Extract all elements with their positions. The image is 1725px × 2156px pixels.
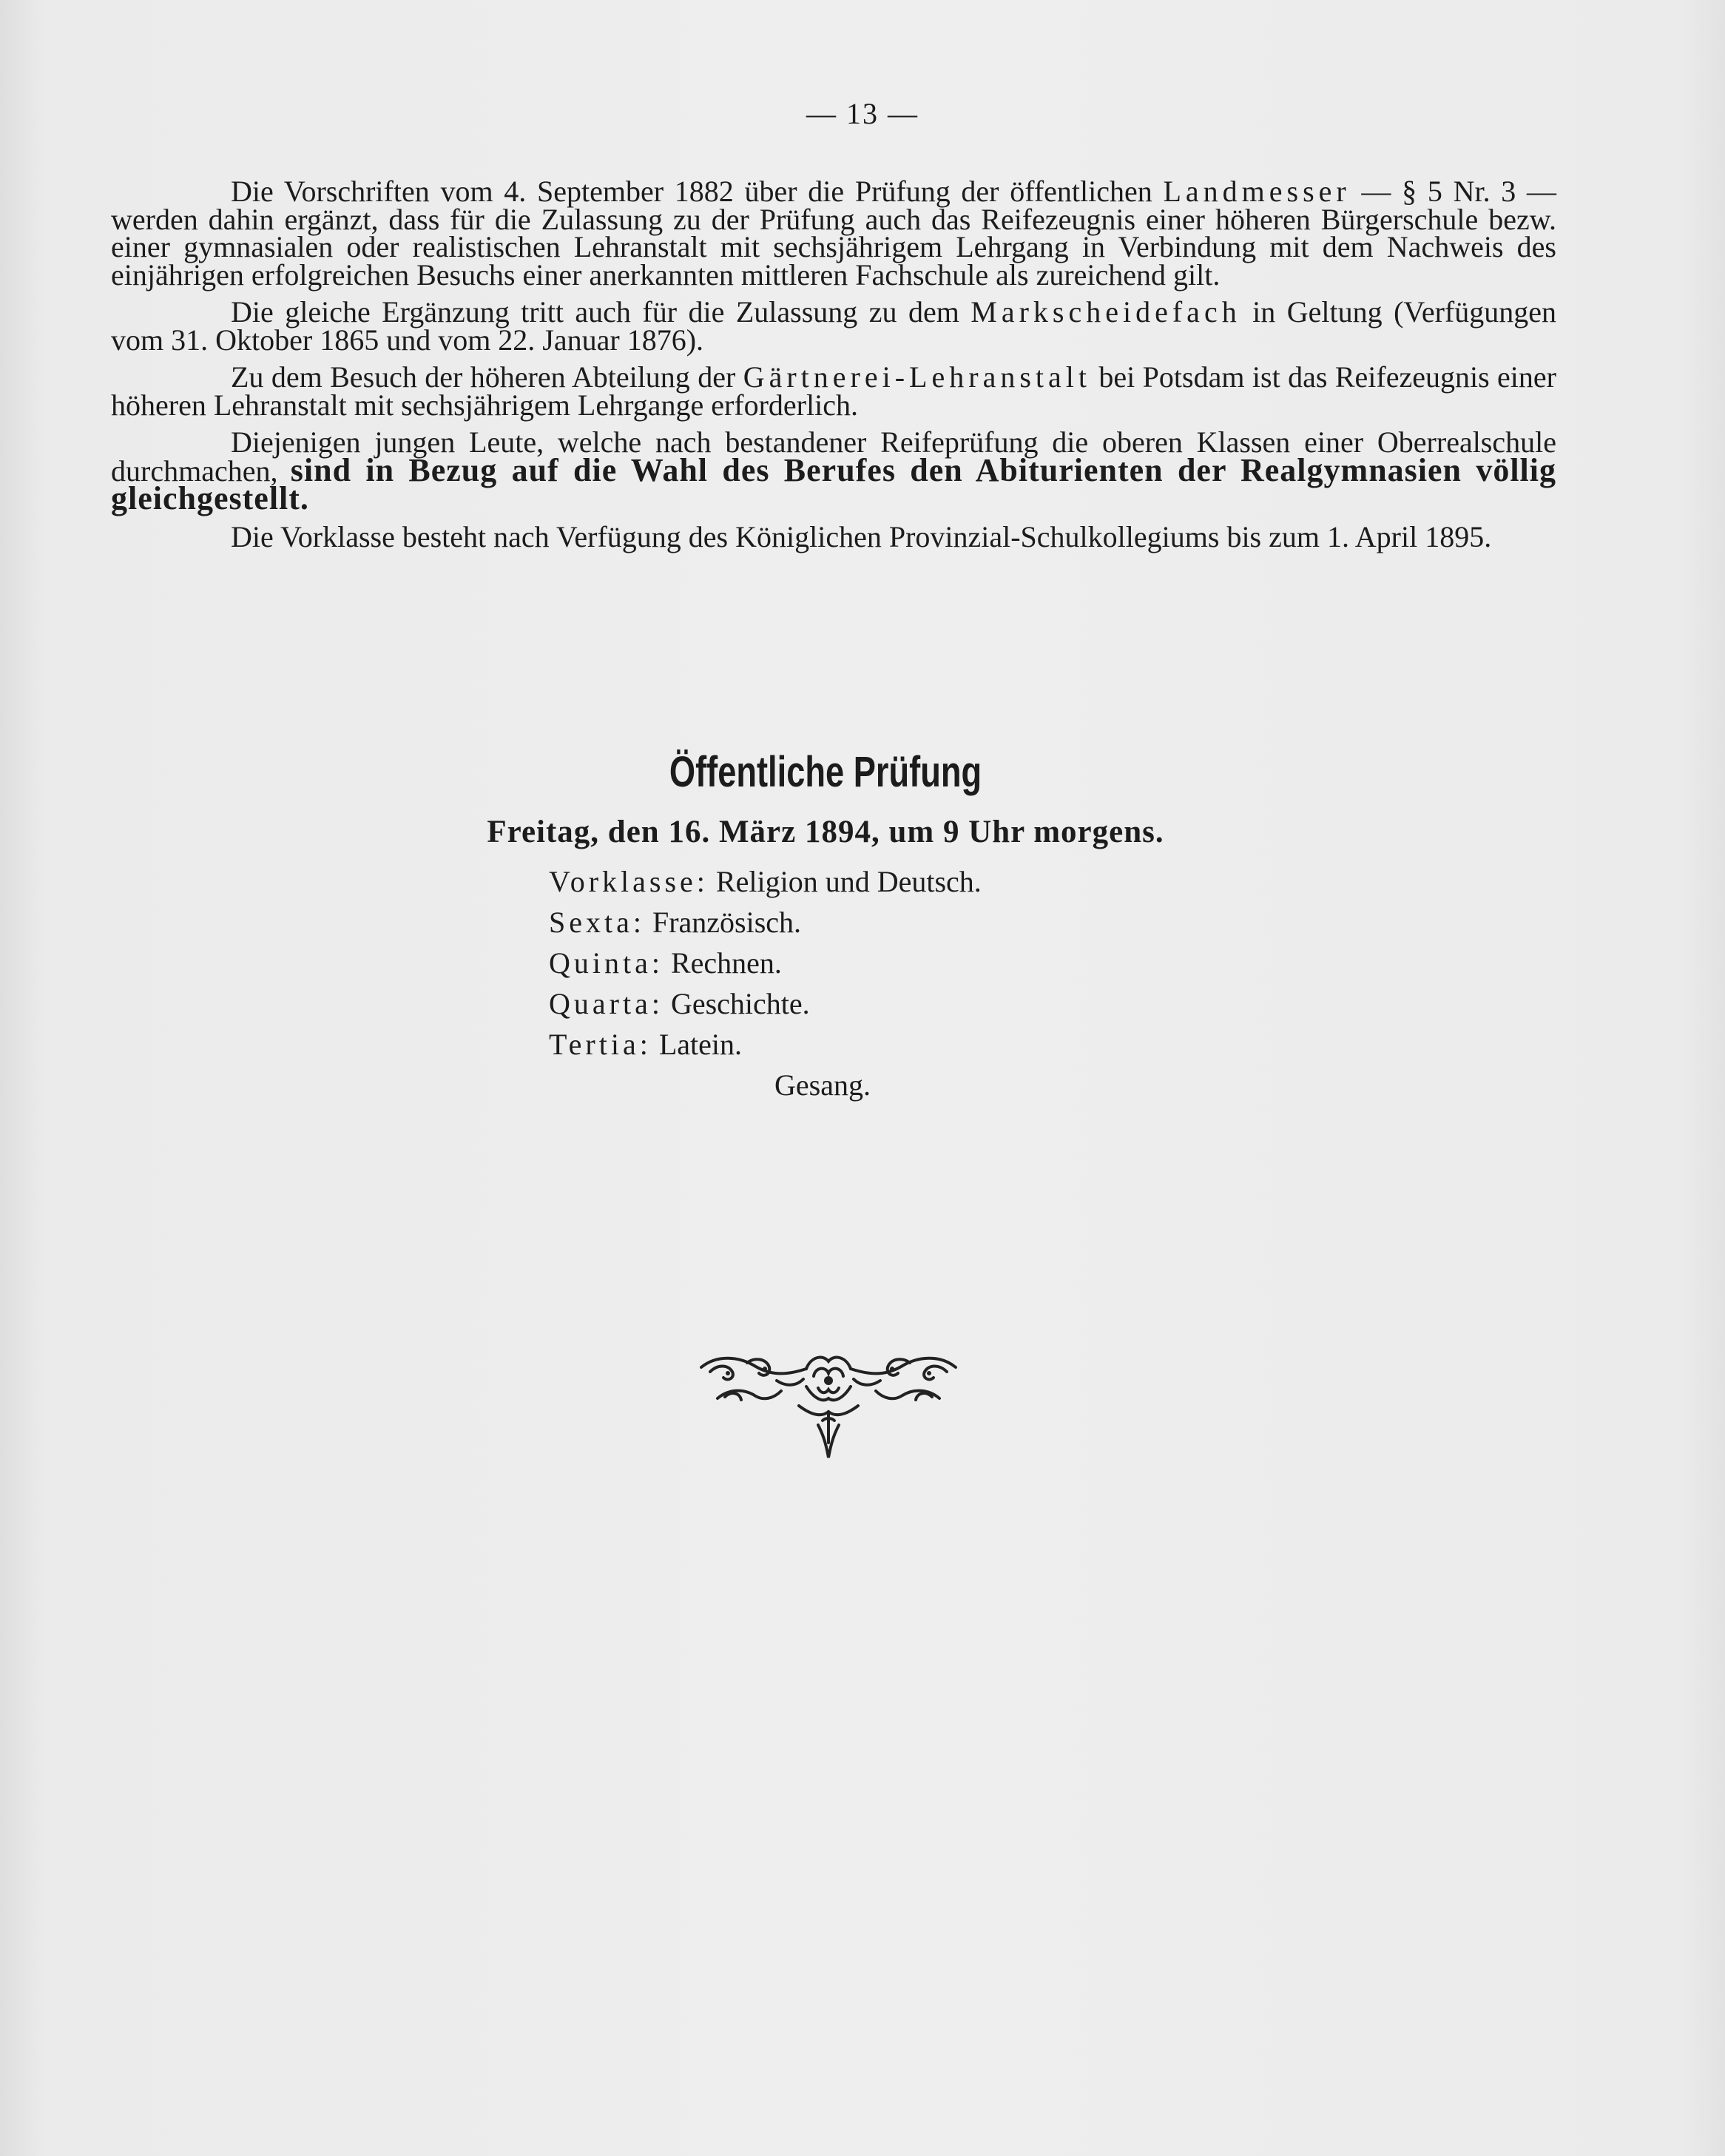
paragraph-text: Die gleiche Ergänzung tritt auch für die Zulassung zu dem (231, 295, 971, 329)
schedule-class: Quinta: (549, 946, 664, 980)
schedule-row (549, 1024, 982, 1065)
paragraph-gaertnerei (111, 360, 1556, 422)
schedule-row (549, 902, 982, 943)
bold-statement: sind in Bezug auf die Wahl des Berufes den Abiturienten der Realgymnasien völlig gleichgestellt. (111, 451, 1556, 516)
schedule-subject: Französisch. (652, 906, 802, 939)
paragraph-text: Zu dem Besuch der höheren Abteilung der (231, 360, 743, 394)
emphasized-term-gaertnerei: Gärtnerei-Lehranstalt (743, 360, 1091, 394)
paragraph-text: bei Potsdam ist das Reifezeugnis einer höheren Lehranstalt mit sechsjährigem Lehrgange erforderlich. (111, 360, 1556, 422)
exam-schedule (549, 861, 982, 1105)
paragraph-vorklasse (111, 519, 1556, 553)
emphasized-term-landmesser: Landmesser (1163, 175, 1351, 208)
paragraph-markscheidefach (111, 295, 1557, 357)
schedule-subject: Religion und Deutsch. (715, 865, 982, 898)
floral-ornament-icon (695, 1347, 962, 1465)
schedule-row (549, 943, 982, 983)
schedule-class: Quarta: (549, 987, 664, 1020)
exam-date-line: Freitag, den 16. März 1894, um 9 Uhr morgens. (487, 815, 1164, 849)
page-number: — 13 — (806, 97, 919, 130)
schedule-class: Sexta: (549, 906, 645, 939)
section-title: Öffentliche Prüfung (669, 748, 982, 796)
schedule-row (549, 983, 982, 1024)
emphasized-term-markscheidefach: Markscheidefach (970, 295, 1241, 329)
schedule-class: Tertia: (549, 1028, 652, 1061)
schedule-subject: Latein. (658, 1028, 742, 1061)
paragraph-oberrealschule (111, 425, 1556, 516)
paragraph-text: Die Vorklasse besteht nach Verfügung des Königlichen Provinzial-Schulkollegiums bis zum 1. April 1895. (231, 519, 1492, 553)
schedule-subject: Rechnen. (670, 946, 782, 980)
schedule-subject: Geschichte. (670, 987, 810, 1020)
paragraph-text: Diejenigen jungen Leute, welche nach bestandener Reifeprüfung die oberen Klassen einer Oberrealschule durchmachen, (111, 425, 1556, 488)
paragraph-text: — § 5 Nr. 3 — werden dahin ergänzt, dass für die Zulassung zu der Prüfung auch das Reifezeugnis einer höheren Bürgerschule bezw. einer gymnasialen oder realistischen Lehranstalt mit sechsjährigem Lehrgang in Verbindung mit dem Nachweis des einjährigen erfolgreichen Besuchs einer anerkannten mittleren Fachschule als zureichend gilt. (111, 175, 1556, 292)
schedule-row (549, 861, 982, 902)
paragraph-landmesser (111, 175, 1556, 292)
schedule-extra-item: Gesang. (774, 1068, 871, 1102)
paragraph-text: in Geltung (Verfügungen vom 31. Oktober 1865 und vom 22. Januar 1876). (111, 295, 1557, 357)
paragraph-text: Die Vorschriften vom 4. September 1882 über die Prüfung der öffentlichen (231, 175, 1164, 208)
body-text (111, 175, 1557, 560)
schedule-class: Vorklasse: (549, 865, 709, 898)
